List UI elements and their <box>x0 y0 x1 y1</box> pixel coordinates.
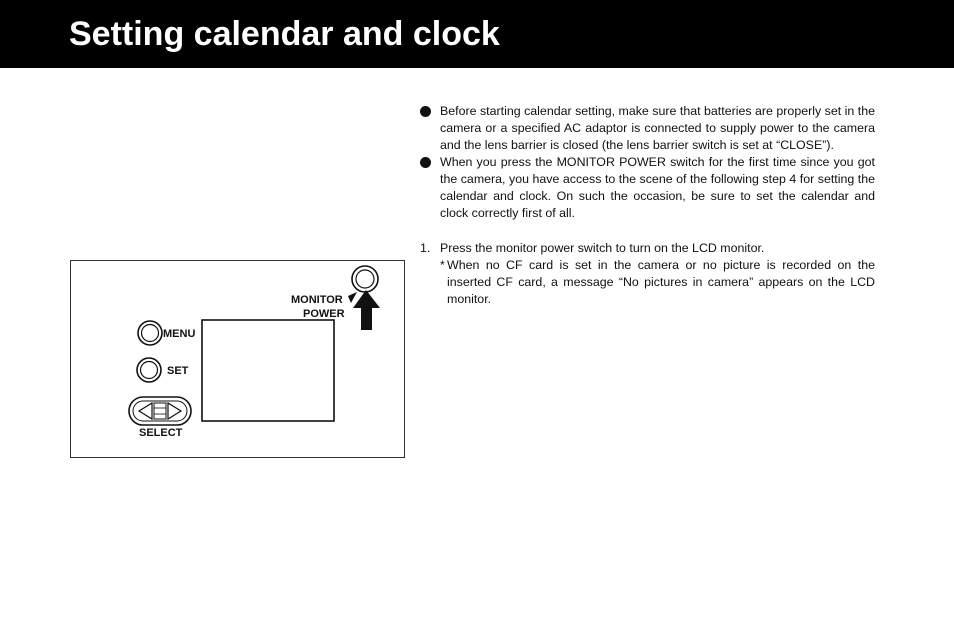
select-rocker-icon <box>129 397 191 425</box>
step-note <box>440 257 875 308</box>
monitor-power-button-icon <box>352 266 378 292</box>
monitor-power-label-line1: MONITOR <box>291 294 343 306</box>
bullet-item <box>420 103 875 154</box>
page-title: Setting calendar and clock <box>69 15 500 53</box>
note-mark: * <box>440 258 445 272</box>
bullet-text: Before starting calendar setting, make sure that batteries are properly set in the camera or a specified AC adaptor is connected to supply power to the camera and the lens barrier is closed (the lens barrier switch is set at “CLOSE”). <box>440 104 875 152</box>
note-text: When no CF card is set in the camera or no picture is recorded on the inserted CF card, a message “No pictures in camera” appears on the LCD monitor. <box>447 258 875 306</box>
camera-back-illustration <box>70 260 405 458</box>
bullet-dot-icon <box>420 157 431 168</box>
step-number: 1. <box>420 241 431 255</box>
select-label: SELECT <box>139 427 183 439</box>
step-item <box>420 240 875 308</box>
set-button-icon <box>137 358 161 382</box>
bullet-item <box>420 154 875 222</box>
set-label: SET <box>167 365 189 377</box>
menu-button-icon <box>138 321 162 345</box>
menu-label: MENU <box>163 328 196 340</box>
bullet-dot-icon <box>420 106 431 117</box>
monitor-power-label-line2: POWER <box>303 308 345 320</box>
lcd-monitor <box>202 320 334 421</box>
step-text: Press the monitor power switch to turn on the LCD monitor. <box>440 241 765 255</box>
instructions-column <box>420 103 875 308</box>
bullet-text: When you press the MONITOR POWER switch for the first time since you got the camera, you have access to the scene of the following step 4 for setting the calendar and clock. On such the occasion, be sure to set the calendar and clock correctly first of all. <box>440 155 875 220</box>
camera-back-diagram <box>70 260 405 458</box>
page-header <box>0 0 954 68</box>
